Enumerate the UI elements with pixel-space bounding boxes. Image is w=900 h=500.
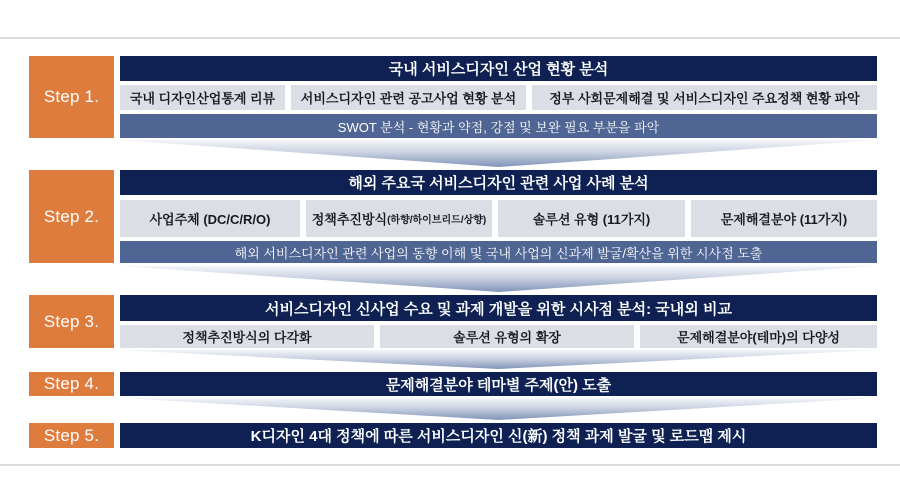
step1-summary-bar [120, 114, 877, 138]
step1-box-row [120, 85, 877, 110]
step1-label [29, 56, 114, 138]
step2-box-solution-types [498, 200, 685, 237]
step5-header [120, 423, 877, 448]
step3-header-text: 서비스디자인 신사업 수요 및 과제 개발을 위한 시사점 분석: 국내외 비교 [265, 300, 732, 318]
step1-box2-text: 서비스디자인 관련 공고사업 현황 분석 [300, 91, 517, 106]
step1-box3-text: 정부 사회문제해결 및 서비스디자인 주요정책 현황 파악 [549, 91, 860, 106]
step2-box1-text: 사업주체 (DC/C/R/O) [149, 212, 271, 227]
step4-header [120, 372, 877, 396]
step1-label-text: Step 1. [43, 87, 100, 106]
step3-box-theme-diversity [640, 325, 877, 348]
step2-box3-text: 솔루션 유형 (11가지) [532, 212, 651, 227]
step2-header [120, 170, 877, 195]
step2-box2-text: 정책추진방식 [311, 212, 388, 227]
chevron-down-divider-2 [120, 266, 877, 292]
step2-box-row [120, 200, 877, 237]
step3-box-policy-diversification [120, 325, 374, 348]
chevron-down-divider-4 [120, 398, 877, 420]
step5-label-text: Step 5. [43, 425, 100, 445]
top-rule [0, 37, 900, 39]
step2-box4-text: 문제해결분야 (11가지) [720, 212, 848, 227]
bottom-rule [0, 464, 900, 466]
step1-header [120, 56, 877, 81]
step5-header-text: K디자인 4대 정책에 따른 서비스디자인 신(新) 정책 과제 발굴 및 로드맵 제시 [250, 428, 747, 445]
step4-header-text: 문제해결분야 테마별 주제(안) 도출 [385, 376, 612, 394]
step1-box-government-policy-status [532, 85, 877, 110]
step3-box2-text: 솔루션 유형의 확장 [453, 330, 561, 345]
step2-summary-text: 해외 서비스디자인 관련 사업의 동향 이해 및 국내 사업의 신과제 발굴/확산을 위한 시사점 도출 [234, 245, 763, 261]
step2-box2-subtext: (하향/하이브리드/상향) [387, 215, 487, 226]
step2-label-text: Step 2. [43, 206, 100, 226]
step4-label [29, 372, 114, 396]
step3-label-text: Step 3. [43, 311, 100, 331]
step3-box-solution-expansion [380, 325, 634, 348]
step2-summary-bar [120, 241, 877, 263]
step1-box-design-statistics-review [120, 85, 285, 110]
step1-summary-text: SWOT 분석 - 현황과 약점, 강점 및 보완 필요 부분을 파악 [337, 119, 660, 135]
chevron-down-divider-3 [120, 350, 877, 369]
step3-label [29, 295, 114, 348]
step3-box-row [120, 325, 877, 348]
step2-box-policy-approach [306, 200, 492, 237]
step2-box-problem-domains [691, 200, 877, 237]
step2-box-project-entity [120, 200, 300, 237]
step2-label [29, 170, 114, 263]
step1-box1-text: 국내 디자인산업통계 리뷰 [129, 91, 276, 106]
chevron-down-divider-1 [120, 140, 877, 167]
step3-header [120, 295, 877, 321]
step1-header-text: 국내 서비스디자인 산업 현황 분석 [388, 61, 609, 78]
step2-header-text: 해외 주요국 서비스디자인 관련 사업 사례 분석 [348, 175, 649, 192]
step5-label [29, 423, 114, 448]
step1-box-public-project-analysis [291, 85, 526, 110]
step3-box1-text: 정책추진방식의 다각화 [182, 330, 312, 345]
step4-label-text: Step 4. [43, 374, 100, 393]
step3-box3-text: 문제해결분야(테마)의 다양성 [677, 330, 840, 345]
